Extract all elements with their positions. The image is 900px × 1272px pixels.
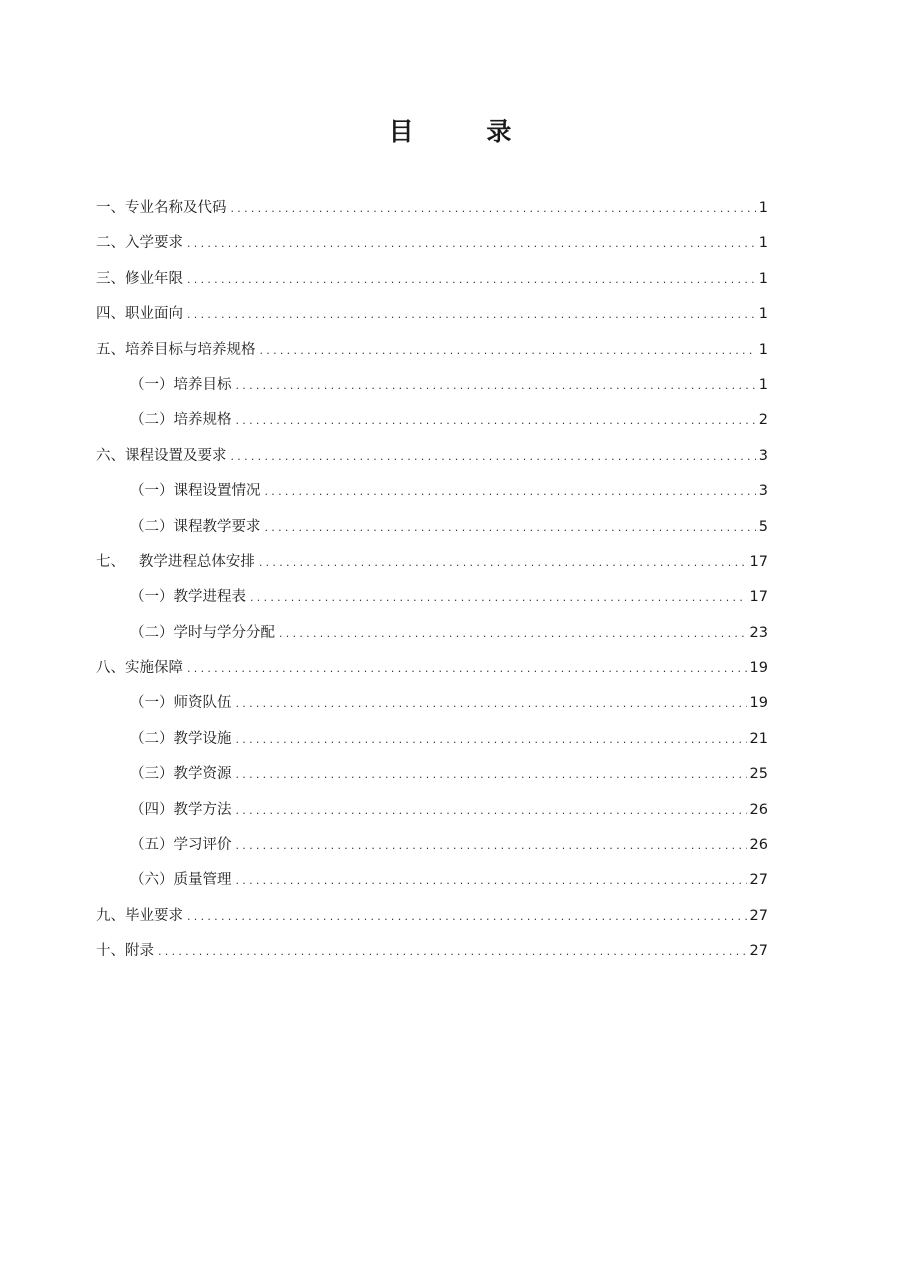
toc-entry-page-number: 27 [749, 907, 768, 924]
toc-entry[interactable] [96, 686, 768, 721]
toc-entry-label: （一）课程设置情况 [130, 483, 261, 500]
toc-entry-page-number: 21 [749, 730, 768, 747]
toc-entry-label: （二）课程教学要求 [130, 518, 261, 535]
toc-entry-label: 三、修业年限 [96, 270, 183, 287]
toc-dot-leader [236, 368, 756, 403]
toc-entry[interactable] [96, 722, 768, 757]
toc-entry[interactable] [96, 262, 768, 297]
toc-entry-label: 四、职业面向 [96, 306, 183, 323]
toc-entry-page-number: 2 [758, 412, 768, 429]
toc-entry-page-number: 26 [749, 801, 768, 818]
toc-entry[interactable] [96, 510, 768, 545]
toc-dot-leader [187, 651, 747, 686]
toc-dot-leader [187, 297, 756, 332]
toc-entry-page-number: 26 [749, 837, 768, 854]
toc-entry[interactable] [96, 403, 768, 438]
toc-dot-leader [187, 899, 747, 934]
toc-entry[interactable] [96, 580, 768, 615]
toc-entry-label: （一）师资队伍 [130, 695, 232, 712]
toc-entry-label: 九、毕业要求 [96, 907, 183, 924]
toc-title: 目 录 [388, 117, 544, 146]
toc-entry-page-number: 19 [749, 695, 768, 712]
toc-entry-label: （四）教学方法 [130, 801, 232, 818]
toc-entry-label: （三）教学资源 [130, 766, 232, 783]
toc-entry-page-number: 25 [749, 766, 768, 783]
toc-dot-leader [259, 545, 747, 580]
toc-dot-leader [187, 226, 756, 261]
toc-entry-page-number: 19 [749, 660, 768, 677]
toc-entry-label: 七、 教学进程总体安排 [96, 553, 255, 570]
toc-dot-leader [231, 191, 756, 226]
toc-entry-label: （六）质量管理 [130, 872, 232, 889]
toc-entry[interactable] [96, 899, 768, 934]
toc-dot-leader [236, 757, 747, 792]
toc-entry-page-number: 1 [758, 341, 768, 358]
toc-dot-leader [236, 793, 747, 828]
toc-entry[interactable] [96, 439, 768, 474]
toc-dot-leader [265, 510, 756, 545]
toc-entry-page-number: 27 [749, 872, 768, 889]
toc-entry[interactable] [96, 191, 768, 226]
toc-entry-label: 六、课程设置及要求 [96, 447, 227, 464]
toc-entry-label: 二、入学要求 [96, 235, 183, 252]
toc-entry[interactable] [96, 297, 768, 332]
toc-entry[interactable] [96, 616, 768, 651]
toc-entry-label: 一、专业名称及代码 [96, 200, 227, 216]
toc-entry[interactable] [96, 226, 768, 261]
toc-dot-leader [236, 863, 747, 898]
toc-entry[interactable] [96, 757, 768, 792]
toc-dot-leader [265, 474, 756, 509]
toc-entry[interactable] [96, 474, 768, 509]
toc-entry-label: （五）学习评价 [130, 837, 232, 854]
toc-entry-page-number: 23 [749, 624, 768, 641]
toc-entry-label: （二）学时与学分分配 [130, 624, 275, 641]
toc-entry-page-number: 5 [758, 518, 768, 535]
toc-entry-page-number: 1 [758, 270, 768, 287]
toc-entry-page-number: 1 [758, 306, 768, 323]
toc-dot-leader [187, 262, 756, 297]
toc-entry-label: （一）培养目标 [130, 376, 232, 393]
toc-entry[interactable] [96, 828, 768, 863]
toc-entry-page-number: 1 [758, 200, 768, 216]
toc-entry-label: （二）教学设施 [130, 730, 232, 747]
toc-entry-page-number: 27 [749, 943, 768, 960]
toc-dot-leader [236, 722, 747, 757]
toc-entry-page-number: 3 [758, 447, 768, 464]
toc-dot-leader [158, 934, 747, 969]
toc-entry-label: （一）教学进程表 [130, 589, 246, 606]
toc-dot-leader [279, 616, 747, 651]
toc-entry[interactable] [96, 368, 768, 403]
toc-dot-leader [231, 439, 756, 474]
toc-dot-leader [236, 686, 747, 721]
toc-entry-page-number: 3 [758, 483, 768, 500]
toc-entry-page-number: 17 [749, 553, 768, 570]
toc-entry[interactable] [96, 863, 768, 898]
toc-entry[interactable] [96, 333, 768, 368]
toc-entry-label: 八、实施保障 [96, 660, 183, 677]
toc-entry[interactable] [96, 545, 768, 580]
toc-entry-label: 十、附录 [96, 943, 154, 960]
toc-entry[interactable] [96, 934, 768, 969]
toc-entry-label: 五、培养目标与培养规格 [96, 341, 256, 358]
toc-dot-leader [236, 403, 756, 438]
toc-dot-leader [250, 580, 747, 615]
toc-entry-page-number: 1 [758, 376, 768, 393]
toc-dot-leader [236, 828, 747, 863]
toc-entry[interactable] [96, 651, 768, 686]
toc-list [96, 191, 768, 970]
toc-entry-label: （二）培养规格 [130, 412, 232, 429]
toc-entry-page-number: 1 [758, 235, 768, 252]
toc-entry-page-number: 17 [749, 589, 768, 606]
toc-dot-leader [260, 333, 756, 368]
toc-entry[interactable] [96, 793, 768, 828]
